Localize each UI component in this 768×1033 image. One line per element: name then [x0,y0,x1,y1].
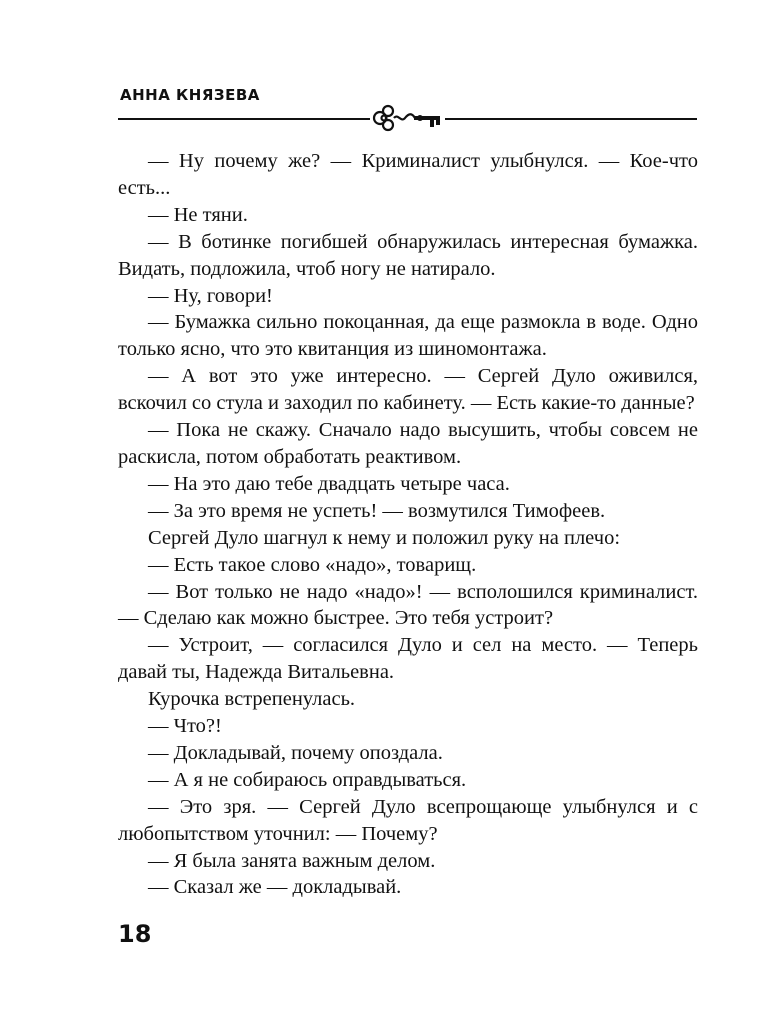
paragraph: — Это зря. — Сергей Дуло всепрощающе улыбнулся и с любопытством уточнил: — Почему? [118,795,698,845]
paragraph: — Ну почему же? — Криминалист улыбнулся. — Кое-что есть... [118,150,698,199]
paragraph: — Вот только не надо «надо»! — всполошился криминалист. — Сделаю как можно быстрее. Это тебя устроит? [118,580,698,630]
paragraph: — В ботинке погибшей обнаружилась интересная бумажка. Видать, подложила, чтоб ногу не натирало. [118,230,698,280]
paragraph: — А вот это уже интересно. — Сергей Дуло оживился, вскочил со стула и заходил по кабинету. — Есть какие-то данные? [118,365,698,415]
paragraph: — Что?! [148,715,222,738]
paragraph: — А я не собираюсь оправдываться. [148,768,467,791]
header-rule-left [118,118,370,120]
paragraph: — Бумажка сильно покоцанная, да еще размокла в воде. Одно только ясно, что это квитанция из шиномонтажа. [118,311,698,361]
paragraph: — Пока не скажу. Сначало надо высушить, чтобы совсем не раскисла, потом обработать реактивом. [118,419,698,468]
paragraph: — На это даю тебе двадцать четыре часа. [148,472,510,495]
body-text [118,148,698,901]
paragraph: — Устроит, — согласился Дуло и сел на место. — Теперь давай ты, Надежда Витальевна. [118,634,698,684]
paragraph: — Докладывай, почему опоздала. [148,741,443,764]
paragraph: — За это время не успеть! — возмутился Тимофеев. [148,499,606,522]
paragraph: — Сказал же — докладывай. [148,876,402,899]
key-icon [370,102,448,134]
header-rule-right [445,118,697,120]
paragraph: — Не тяни. [148,203,248,226]
paragraph: Сергей Дуло шагнул к нему и положил руку на плечо: [148,526,621,549]
paragraph: — Есть такое слово «надо», товарищ. [148,553,477,576]
paragraph: Курочка встрепенулась. [148,688,356,711]
paragraph: — Я была занята важным делом. [148,849,436,872]
paragraph: — Ну, говори! [148,284,273,307]
page-number: 18 [118,920,152,948]
running-head-author: АННА КНЯЗЕВА [120,86,260,104]
